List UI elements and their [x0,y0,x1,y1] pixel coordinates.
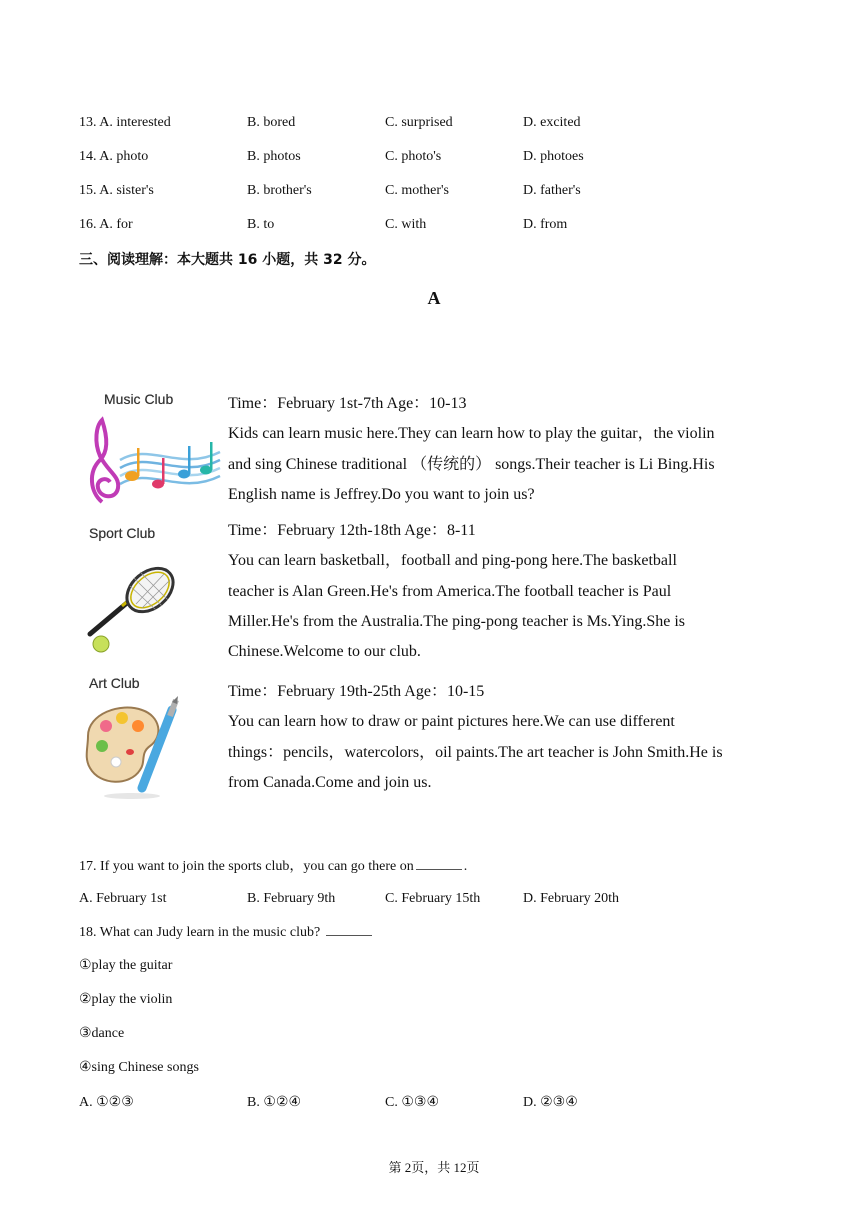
text-line: Miller.He's from the Australia.The ping-pong teacher is Ms.Ying.She is [228,612,686,630]
option-d: D. father's [523,183,581,198]
option-b: B. ①②④ [247,1095,301,1110]
page-footer: 第 2页，共 12页 [388,1160,480,1175]
text-line: Time：February 19th-25th Age：10-15 [228,683,485,700]
option-d: D. from [523,217,568,232]
option-b: B. February 9th [247,891,336,906]
option-b: B. to [247,217,275,232]
music-club-label: Music Club [104,391,174,407]
text-line: and sing Chinese traditional （传统的） songs.Their teacher is Li Bing.His [228,455,715,473]
tennis-racket-icon [82,566,182,658]
option-a: 13. A. interested [79,115,171,130]
text-line: English name is Jeffrey.Do you want to join us? [228,485,535,503]
art-club-label: Art Club [89,675,140,691]
question-18 [79,923,374,941]
option-a: 15. A. sister's [79,183,154,198]
text-line: You can learn how to draw or paint pictures here.We can use different [228,713,675,731]
text-line: from Canada.Come and join us. [228,773,432,791]
option-c: C. mother's [385,183,449,198]
option-d: D. February 20th [523,891,620,906]
text-line: Time：February 12th-18th Age：8-11 [228,522,476,539]
text-line: things：pencils，watercolors，oil paints.The art teacher is John Smith.He is [228,743,723,761]
option-b: B. brother's [247,183,312,198]
option-b: B. photos [247,149,301,164]
choice-item-2: ②play the violin [79,992,173,1007]
text-line: Chinese.Welcome to our club. [228,643,421,661]
text-line: You can learn basketball，football and ping-pong here.The basketball [228,552,677,570]
choice-item-3: ③dance [79,1026,125,1041]
question-stem: 17. If you want to join the sports club，you can go there on [79,859,414,874]
art-club-description [228,677,768,798]
option-b: B. bored [247,115,296,130]
option-c: C. February 15th [385,891,481,906]
answer-blank[interactable] [326,923,372,936]
paint-palette-icon [80,696,180,800]
passage-title: A [427,288,441,308]
option-d: D. photoes [523,149,584,164]
question-end: . [463,859,468,874]
option-c: C. with [385,217,427,232]
option-a: 14. A. photo [79,149,149,164]
music-notes-icon [80,412,222,504]
choice-item-1: ①play the guitar [79,958,173,973]
music-club-description [228,389,768,510]
section-heading: 三、阅读理解：本大题共 16 小题，共 32 分。 [79,252,376,268]
option-c: C. photo's [385,149,442,164]
question-stem: 18. What can Judy learn in the music club? [79,925,321,940]
option-d: D. excited [523,115,581,130]
option-a: A. ①②③ [79,1095,134,1110]
answer-blank[interactable] [416,857,462,870]
option-a: 16. A. for [79,217,133,232]
question-17 [79,855,467,875]
option-c: C. surprised [385,115,453,130]
text-line: Time：February 1st-7th Age：10-13 [228,395,467,412]
option-c: C. ①③④ [385,1095,439,1110]
text-line: teacher is Alan Green.He's from America.The football teacher is Paul [228,582,672,600]
sport-club-label: Sport Club [89,525,156,541]
choice-item-4: ④sing Chinese songs [79,1060,199,1075]
option-a: A. February 1st [79,891,167,906]
text-line: Kids can learn music here.They can learn how to play the guitar，the violin [228,425,715,443]
option-d: D. ②③④ [523,1095,578,1110]
sport-club-description [228,516,768,667]
